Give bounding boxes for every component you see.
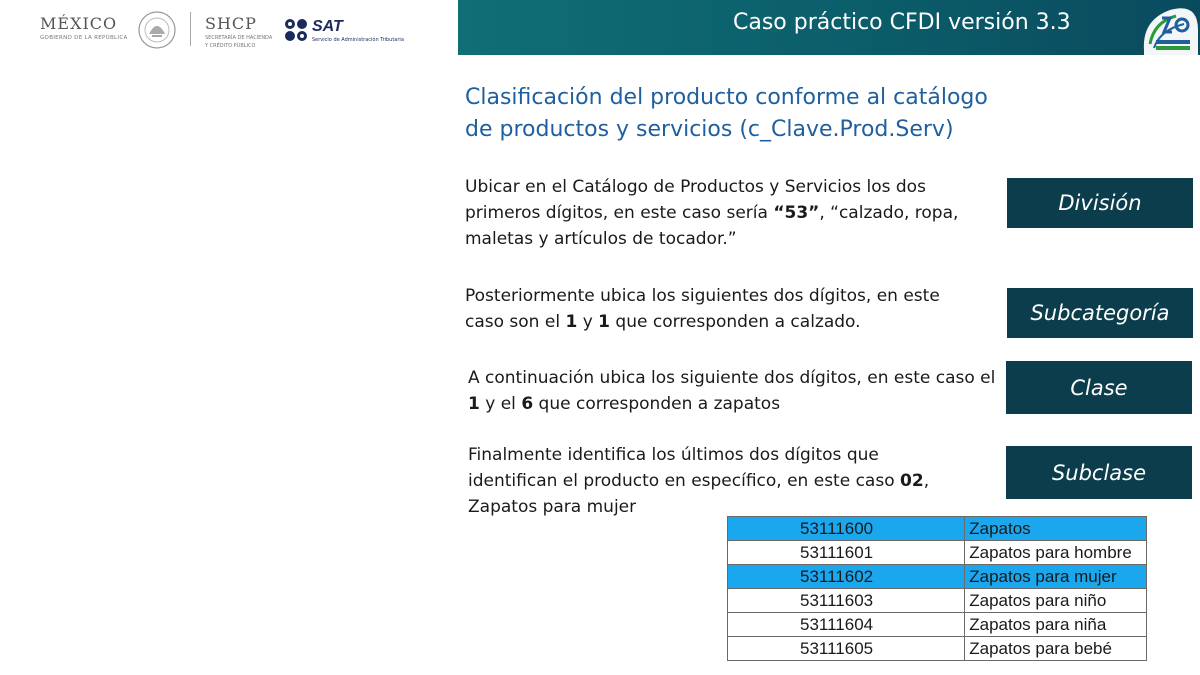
step-1-bold: “53”	[773, 203, 820, 223]
table-row	[728, 589, 1147, 613]
logo-shcp-subtext-2: Y CRÉDITO PÚBLICO	[205, 43, 256, 49]
step-2-text	[465, 283, 945, 335]
step-2-text-a: Posteriormente ubica los siguientes dos dígitos, en este caso son el	[465, 286, 940, 332]
page-title: Caso práctico CFDI versión 3.3	[733, 10, 1071, 35]
product-code-cell: 53111604	[728, 613, 965, 637]
product-code-cell: 53111600	[728, 517, 965, 541]
product-code-cell: 53111603	[728, 589, 965, 613]
label-division: División	[1007, 178, 1193, 228]
table-row	[728, 541, 1147, 565]
section-title-line-1: Clasificación del producto conforme al catálogo	[465, 85, 988, 110]
step-3-text-a: A continuación ubica los siguiente dos dígitos, en este caso el	[468, 368, 996, 388]
step-2-bold-1: 1	[565, 312, 578, 332]
logo-mexico	[40, 14, 128, 46]
logo-sat-subtext: Servicio de Administración Tributaria	[312, 37, 404, 43]
table-row	[728, 613, 1147, 637]
table-row	[728, 637, 1147, 661]
product-description-cell: Zapatos para bebé	[965, 637, 1147, 661]
header-divider	[190, 12, 191, 46]
product-description-cell: Zapatos para niña	[965, 613, 1147, 637]
logo-sat	[312, 18, 404, 43]
product-code-cell: 53111605	[728, 637, 965, 661]
logo-mexico-text: MÉXICO	[40, 14, 118, 33]
product-description-cell: Zapatos	[965, 517, 1147, 541]
anniversary-logo-icon	[1140, 0, 1200, 55]
product-description-cell: Zapatos para niño	[965, 589, 1147, 613]
step-1-text-b: , “calzado, ropa, maletas y artículos de tocador.”	[465, 203, 959, 249]
logo-sat-text: SAT	[312, 18, 343, 35]
step-2-text-b: y	[577, 312, 599, 332]
national-seal-icon	[135, 10, 179, 50]
label-clase: Clase	[1006, 361, 1192, 414]
label-subclase: Subclase	[1006, 446, 1192, 499]
step-3-bold-1: 1	[468, 394, 480, 414]
label-subcategoria: Subcategoría	[1007, 288, 1193, 338]
step-3-text	[468, 365, 1003, 417]
logo-shcp-subtext-1: SECRETARÍA DE HACIENDA	[205, 35, 273, 41]
step-2-text-c: que corresponden a calzado.	[610, 312, 861, 332]
header-logos	[0, 0, 458, 55]
step-3-bold-2: 6	[521, 394, 534, 414]
logo-shcp	[205, 14, 277, 48]
logo-shcp-text: SHCP	[205, 14, 257, 33]
step-4-text	[468, 442, 968, 520]
product-description-cell: Zapatos para mujer	[965, 565, 1147, 589]
catalog-table-body	[728, 517, 1147, 661]
sat-logo-icon	[284, 18, 310, 44]
step-3-text-b: y el	[479, 394, 522, 414]
product-code-cell: 53111601	[728, 541, 965, 565]
step-1-text-a: Ubicar en el Catálogo de Productos y Servicios los dos primeros dígitos, en este caso sería	[465, 177, 926, 223]
step-4-text-a: Finalmente identifica los últimos dos dígitos que identifican el producto en específico, en este caso	[468, 445, 901, 491]
step-4-bold: 02	[900, 471, 924, 491]
step-3-text-c: que corresponden a zapatos	[533, 394, 781, 414]
table-row	[728, 565, 1147, 589]
logo-mexico-subtext: GOBIERNO DE LA REPÚBLICA	[40, 35, 128, 41]
product-description-cell: Zapatos para hombre	[965, 541, 1147, 565]
catalog-table	[727, 516, 1147, 661]
table-row	[728, 517, 1147, 541]
step-2-bold-2: 1	[598, 312, 611, 332]
section-title-line-2: de productos y servicios (c_Clave.Prod.Serv)	[465, 117, 954, 142]
product-code-cell: 53111602	[728, 565, 965, 589]
step-4-text-b: , Zapatos para mujer	[468, 471, 930, 517]
step-1-text	[465, 174, 985, 252]
section-title	[465, 82, 1085, 146]
